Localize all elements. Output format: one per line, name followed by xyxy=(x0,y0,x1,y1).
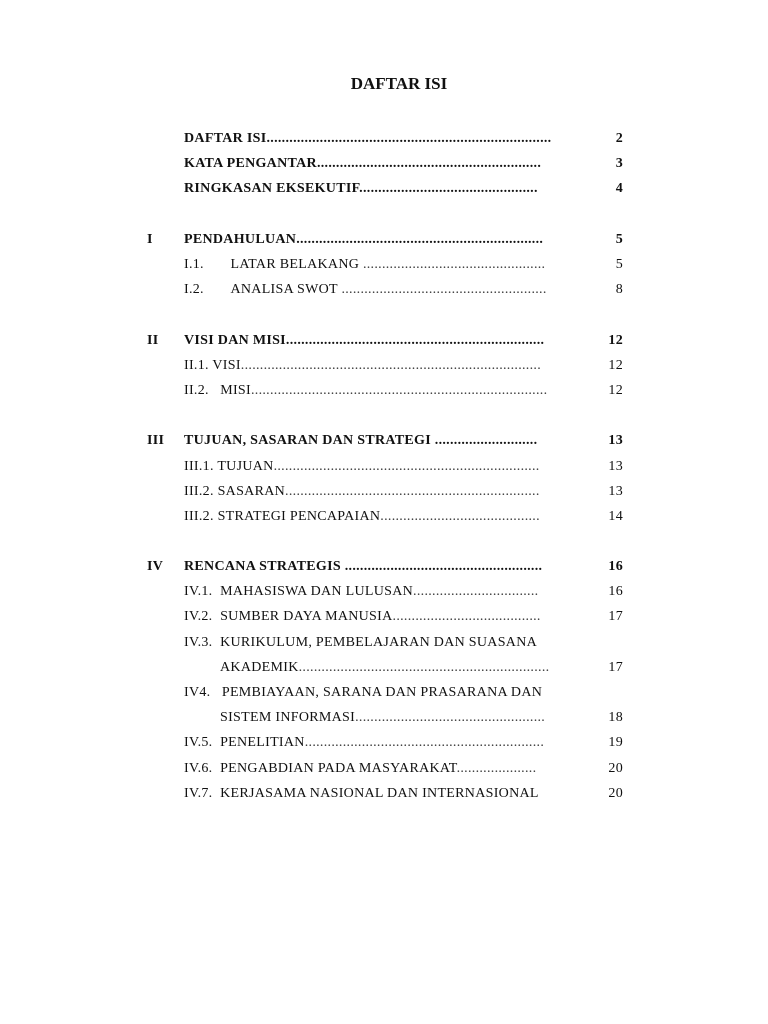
toc-label: IV.7. KERJASAMA NASIONAL DAN INTERNASIONAL xyxy=(184,786,539,801)
toc-page-number: 4 xyxy=(615,181,623,196)
toc-label: IV.3. KURIKULUM, PEMBELAJARAN DAN SUASANA xyxy=(184,635,538,650)
toc-label: AKADEMIK.................................................................. xyxy=(220,660,550,675)
toc-label: RENCANA STRATEGIS .................................................... xyxy=(184,559,543,574)
toc-label: RINGKASAN EKSEKUTIF............................................... xyxy=(184,181,538,196)
toc-label: II.1. VISI............................................................................... xyxy=(184,358,541,373)
toc-page-number: 12 xyxy=(608,383,623,398)
toc-label: IV.5. PENELITIAN............................................................... xyxy=(184,735,545,750)
toc-page-number: 13 xyxy=(608,484,623,499)
toc-page-number: 20 xyxy=(608,761,623,776)
toc-page-number: 17 xyxy=(608,660,623,675)
chapter-number: II xyxy=(147,333,159,348)
toc-page-number: 18 xyxy=(608,710,623,725)
toc-page-number: 12 xyxy=(608,358,623,373)
document-title: DAFTAR ISI xyxy=(350,74,448,93)
toc-page-number: 13 xyxy=(608,433,623,448)
toc-label: IV.6. PENGABDIAN PADA MASYARAKAT..................... xyxy=(184,761,537,776)
toc-page-number: 3 xyxy=(615,156,623,171)
chapter-number: IV xyxy=(147,559,164,574)
toc-page-number: 13 xyxy=(608,459,623,474)
toc-label: DAFTAR ISI........................................................................... xyxy=(184,131,552,146)
toc-page-number: 19 xyxy=(608,735,623,750)
toc-page-number: 16 xyxy=(608,559,623,574)
chapter-number: I xyxy=(147,232,153,247)
toc-label: PENDAHULUAN................................................................. xyxy=(184,232,544,247)
toc-page-number: 5 xyxy=(615,257,623,272)
toc-page-number: 16 xyxy=(608,584,623,599)
toc-label: VISI DAN MISI.................................................................... xyxy=(184,333,545,348)
toc-label: I.2. ANALISA SWOT ...................................................... xyxy=(184,282,547,297)
toc-page-number: 17 xyxy=(608,609,623,624)
toc-label: TUJUAN, SASARAN DAN STRATEGI ........................... xyxy=(184,433,538,448)
toc-label: III.1. TUJUAN...................................................................... xyxy=(184,459,540,474)
toc-label: KATA PENGANTAR........................................................... xyxy=(184,156,542,171)
toc-label: III.2. STRATEGI PENCAPAIAN.......................................... xyxy=(184,509,540,524)
toc-label: SISTEM INFORMASI.................................................. xyxy=(220,710,546,725)
toc-page-number: 14 xyxy=(608,509,623,524)
toc-page-number: 20 xyxy=(608,786,623,801)
toc-label: IV.1. MAHASISWA DAN LULUSAN................................. xyxy=(184,584,539,599)
toc-page-number: 2 xyxy=(615,131,623,146)
toc-label: III.2. SASARAN................................................................... xyxy=(184,484,540,499)
toc-label: IV.2. SUMBER DAYA MANUSIA....................................... xyxy=(184,609,541,624)
toc-label: II.2. MISI.............................................................................. xyxy=(184,383,548,398)
toc-page-number: 5 xyxy=(615,232,623,247)
toc-label: I.1. LATAR BELAKANG ................................................ xyxy=(184,257,546,272)
toc-page-number: 8 xyxy=(615,282,623,297)
toc-label: IV4. PEMBIAYAAN, SARANA DAN PRASARANA DAN xyxy=(184,685,543,700)
chapter-number: III xyxy=(147,433,165,448)
toc-page-number: 12 xyxy=(608,333,623,348)
